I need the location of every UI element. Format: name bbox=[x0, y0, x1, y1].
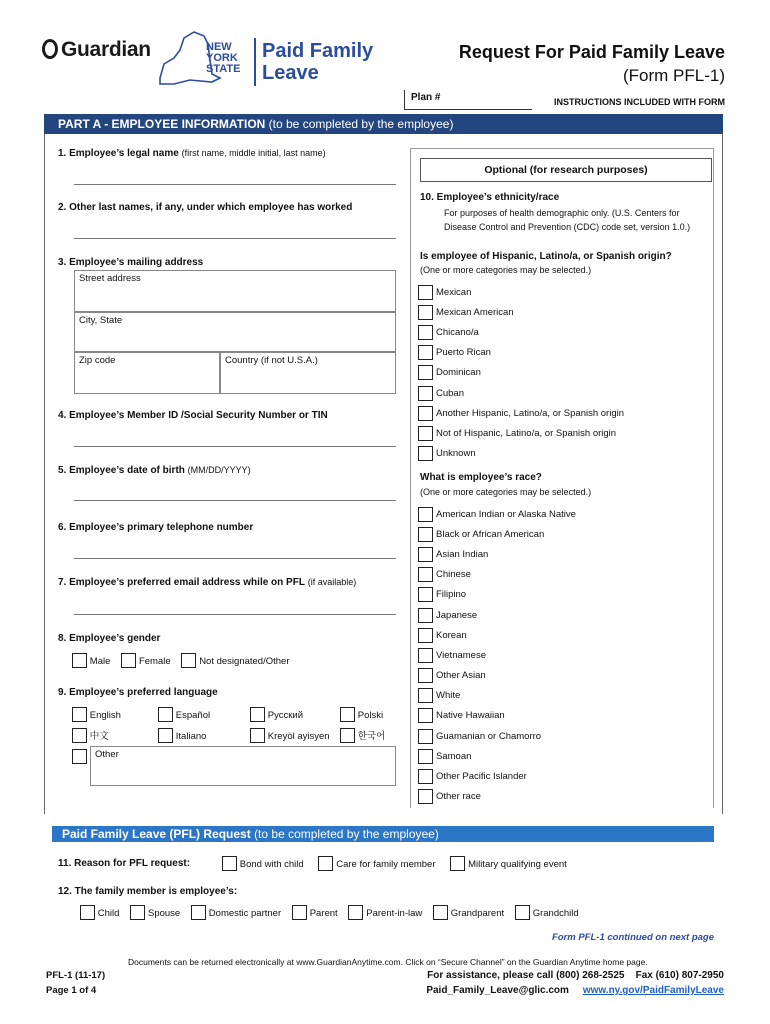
form-id: PFL-1 (11-17) bbox=[46, 970, 106, 981]
zip-code-input[interactable]: Zip code bbox=[74, 352, 220, 394]
race-option bbox=[418, 666, 576, 686]
race-option-label: Filipino bbox=[436, 589, 467, 601]
hispanic-option-label: Mexican American bbox=[436, 306, 514, 318]
race-option-label: Vietnamese bbox=[436, 649, 486, 661]
race-checkbox[interactable] bbox=[418, 567, 433, 582]
race-checkbox[interactable] bbox=[418, 688, 433, 703]
race-checkbox[interactable] bbox=[418, 527, 433, 542]
language-espanol: Español bbox=[158, 707, 210, 725]
race-option-label: Asian Indian bbox=[436, 548, 489, 560]
race-checkbox[interactable] bbox=[418, 729, 433, 744]
page-subtitle: (Form PFL-1) bbox=[623, 66, 725, 85]
hispanic-checkbox[interactable] bbox=[418, 446, 433, 461]
hispanic-option bbox=[418, 302, 624, 322]
hispanic-checkbox[interactable] bbox=[418, 305, 433, 320]
ny-state-outline-icon bbox=[150, 30, 260, 88]
hispanic-checkbox[interactable] bbox=[418, 386, 433, 401]
language-english-checkbox[interactable] bbox=[72, 707, 87, 722]
race-option-label: Native Hawaiian bbox=[436, 710, 505, 722]
plan-number-field[interactable]: Plan # bbox=[404, 90, 532, 110]
relation-grandchild-checkbox[interactable] bbox=[515, 905, 530, 920]
footer-contact bbox=[426, 968, 724, 998]
language-chinese: 中文 bbox=[72, 728, 109, 746]
race-checkbox[interactable] bbox=[418, 749, 433, 764]
pfl-request-header: Paid Family Leave (PFL) Request (to be completed by the employee) bbox=[52, 826, 714, 842]
hispanic-option bbox=[418, 383, 624, 403]
telephone-input[interactable] bbox=[74, 558, 396, 559]
q8-label: 8. Employee’s gender bbox=[58, 633, 161, 644]
race-options bbox=[418, 504, 576, 807]
hispanic-option-label: Chicano/a bbox=[436, 326, 479, 338]
race-option bbox=[418, 585, 576, 605]
q4-label: 4. Employee’s Member ID /Social Security Number or TIN bbox=[58, 410, 328, 421]
hispanic-option bbox=[418, 363, 624, 383]
hispanic-option-label: Puerto Rican bbox=[436, 347, 491, 359]
assistance-phone: For assistance, please call (800) 268-2525 bbox=[427, 970, 625, 981]
q11-label: 11. Reason for PFL request: bbox=[58, 858, 191, 869]
race-option-label: Chinese bbox=[436, 569, 471, 581]
race-checkbox[interactable] bbox=[418, 648, 433, 663]
website-link[interactable]: www.ny.gov/PaidFamilyLeave bbox=[582, 985, 724, 996]
reason-options: Bond with child Care for family member Military qualifying event bbox=[222, 856, 567, 874]
hispanic-checkbox[interactable] bbox=[418, 345, 433, 360]
race-option-label: Black or African American bbox=[436, 528, 545, 540]
nys-logo-text: NEW YORK STATE bbox=[206, 41, 241, 75]
reason-care-checkbox[interactable] bbox=[318, 856, 333, 871]
race-option bbox=[418, 544, 576, 564]
language-other-checkbox[interactable] bbox=[72, 749, 87, 764]
logo-divider bbox=[254, 38, 256, 86]
race-option bbox=[418, 645, 576, 665]
hispanic-option-label: Another Hispanic, Latino/a, or Spanish origin bbox=[436, 407, 625, 419]
race-option bbox=[418, 504, 576, 524]
hispanic-note: (One or more categories may be selected.) bbox=[420, 265, 592, 275]
race-checkbox[interactable] bbox=[418, 668, 433, 683]
hispanic-option bbox=[418, 343, 624, 363]
q12-label: 12. The family member is employee’s: bbox=[58, 886, 238, 897]
research-box-title: Optional (for research purposes) bbox=[420, 158, 712, 182]
race-option bbox=[418, 605, 576, 625]
hispanic-options bbox=[418, 282, 624, 464]
language-other-input[interactable]: Other bbox=[90, 746, 396, 786]
race-checkbox[interactable] bbox=[418, 587, 433, 602]
gender-other-checkbox[interactable] bbox=[181, 653, 196, 668]
page-title: Request For Paid Family Leave bbox=[458, 42, 725, 62]
language-kreyol-checkbox[interactable] bbox=[250, 728, 265, 743]
gender-male-checkbox[interactable] bbox=[72, 653, 87, 668]
relation-child-checkbox[interactable] bbox=[80, 905, 95, 920]
instructions-note: INSTRUCTIONS INCLUDED WITH FORM bbox=[554, 97, 725, 107]
race-option bbox=[418, 746, 576, 766]
language-other bbox=[72, 749, 87, 767]
hispanic-checkbox[interactable] bbox=[418, 365, 433, 380]
hispanic-checkbox[interactable] bbox=[418, 325, 433, 340]
race-checkbox[interactable] bbox=[418, 507, 433, 522]
q10-note: For purposes of health demographic only. (U.S. Centers for Disease Control and Prevention (CDC) code set, version 1.0.) bbox=[444, 208, 691, 232]
race-option bbox=[418, 686, 576, 706]
relation-grandparent-checkbox[interactable] bbox=[433, 905, 448, 920]
race-checkbox[interactable] bbox=[418, 547, 433, 562]
language-kreyol: Kreyòl ayisyen bbox=[250, 728, 330, 746]
hispanic-checkbox[interactable] bbox=[418, 285, 433, 300]
member-id-input[interactable] bbox=[74, 446, 396, 447]
language-italiano: Italiano bbox=[158, 728, 206, 746]
city-state-input[interactable]: City, State bbox=[74, 312, 396, 352]
footer-form-info bbox=[46, 968, 105, 998]
language-chinese-checkbox[interactable] bbox=[72, 728, 87, 743]
gender-female-checkbox[interactable] bbox=[121, 653, 136, 668]
hispanic-option-label: Dominican bbox=[436, 367, 481, 379]
race-option-label: Other Pacific Islander bbox=[436, 771, 527, 783]
country-input[interactable]: Country (if not U.S.A.) bbox=[220, 352, 396, 394]
language-russian: Русский bbox=[250, 707, 303, 725]
race-option-label: Other Asian bbox=[436, 670, 486, 682]
race-option-label: Korean bbox=[436, 629, 467, 641]
race-checkbox[interactable] bbox=[418, 708, 433, 723]
return-instructions: Documents can be returned electronically at www.GuardianAnytime.com. Click on “Secure Channel” on the Guardian Anytime home page. bbox=[128, 957, 648, 967]
relation-spouse-checkbox[interactable] bbox=[130, 905, 145, 920]
legal-name-input[interactable] bbox=[74, 184, 396, 185]
q10-label: 10. Employee’s ethnicity/race bbox=[420, 192, 560, 203]
q7-label: 7. Employee’s preferred email address while on PFL (if available) bbox=[58, 577, 357, 588]
race-option-label: Japanese bbox=[436, 609, 478, 621]
language-english: English bbox=[72, 707, 121, 725]
gender-options: Male Female Not designated/Other bbox=[72, 653, 290, 671]
language-espanol-checkbox[interactable] bbox=[158, 707, 173, 722]
paid-family-leave-logo: Paid Family Leave bbox=[262, 40, 374, 84]
hispanic-option-label: Unknown bbox=[436, 448, 476, 460]
language-polski: Polski bbox=[340, 707, 383, 725]
race-note: (One or more categories may be selected.) bbox=[420, 487, 592, 497]
race-option bbox=[418, 625, 576, 645]
race-option bbox=[418, 787, 576, 807]
date-of-birth-input[interactable] bbox=[74, 500, 396, 501]
reason-military-checkbox[interactable] bbox=[450, 856, 465, 871]
guardian-g-icon bbox=[42, 39, 58, 59]
race-option-label: Samoan bbox=[436, 750, 472, 762]
q9-label: 9. Employee’s preferred language bbox=[58, 687, 218, 698]
race-checkbox[interactable] bbox=[418, 789, 433, 804]
race-option-label: Other race bbox=[436, 791, 481, 803]
race-option bbox=[418, 766, 576, 786]
hispanic-option bbox=[418, 423, 624, 443]
race-option bbox=[418, 726, 576, 746]
race-checkbox[interactable] bbox=[418, 608, 433, 623]
hispanic-option-label: Mexican bbox=[436, 286, 472, 298]
email-input[interactable] bbox=[74, 614, 396, 615]
language-korean-checkbox[interactable] bbox=[340, 728, 355, 743]
race-option bbox=[418, 524, 576, 544]
relation-parent-checkbox[interactable] bbox=[292, 905, 307, 920]
language-italiano-checkbox[interactable] bbox=[158, 728, 173, 743]
hispanic-option bbox=[418, 403, 624, 423]
contact-email: Paid_Family_Leave@glic.com bbox=[426, 985, 569, 996]
relation-domestic-partner-checkbox[interactable] bbox=[191, 905, 206, 920]
race-question: What is employee’s race? bbox=[420, 472, 542, 483]
language-korean: 한국어 bbox=[340, 728, 385, 746]
race-option-label: American Indian or Alaska Native bbox=[436, 508, 576, 520]
hispanic-option-label: Cuban bbox=[436, 387, 464, 399]
language-russian-checkbox[interactable] bbox=[250, 707, 265, 722]
other-last-names-input[interactable] bbox=[74, 238, 396, 239]
hispanic-question: Is employee of Hispanic, Latino/a, or Spanish origin? bbox=[420, 251, 672, 262]
race-checkbox[interactable] bbox=[418, 628, 433, 643]
hispanic-checkbox[interactable] bbox=[418, 426, 433, 441]
q5-label: 5. Employee’s date of birth (MM/DD/YYYY) bbox=[58, 465, 251, 476]
part-a-header: PART A - EMPLOYEE INFORMATION (to be completed by the employee) bbox=[44, 114, 723, 134]
q6-label: 6. Employee’s primary telephone number bbox=[58, 522, 254, 533]
race-option bbox=[418, 565, 576, 585]
q2-label: 2. Other last names, if any, under which employee has worked bbox=[58, 202, 353, 213]
reason-bond-checkbox[interactable] bbox=[222, 856, 237, 871]
family-member-options: Child Spouse Domestic partner Parent Parent-in-law Grandparent Grandchild bbox=[80, 905, 579, 923]
q1-label: 1. Employee’s legal name (first name, middle initial, last name) bbox=[58, 148, 326, 159]
race-option bbox=[418, 706, 576, 726]
race-option-label: White bbox=[436, 690, 461, 702]
language-polski-checkbox[interactable] bbox=[340, 707, 355, 722]
hispanic-checkbox[interactable] bbox=[418, 406, 433, 421]
continued-note: Form PFL-1 continued on next page bbox=[551, 932, 714, 943]
hispanic-option bbox=[418, 444, 624, 464]
race-checkbox[interactable] bbox=[418, 769, 433, 784]
hispanic-option-label: Not of Hispanic, Latino/a, or Spanish origin bbox=[436, 427, 617, 439]
page-number: Page 1 of 4 bbox=[46, 985, 97, 996]
q3-label: 3. Employee’s mailing address bbox=[58, 257, 204, 268]
relation-parent-in-law-checkbox[interactable] bbox=[348, 905, 363, 920]
hispanic-option bbox=[418, 282, 624, 302]
fax-number: Fax (610) 807-2950 bbox=[635, 970, 724, 981]
street-address-input[interactable]: Street address bbox=[74, 270, 396, 312]
guardian-logo: Guardian bbox=[42, 38, 151, 62]
race-option-label: Guamanian or Chamorro bbox=[436, 730, 542, 742]
hispanic-option bbox=[418, 322, 624, 342]
